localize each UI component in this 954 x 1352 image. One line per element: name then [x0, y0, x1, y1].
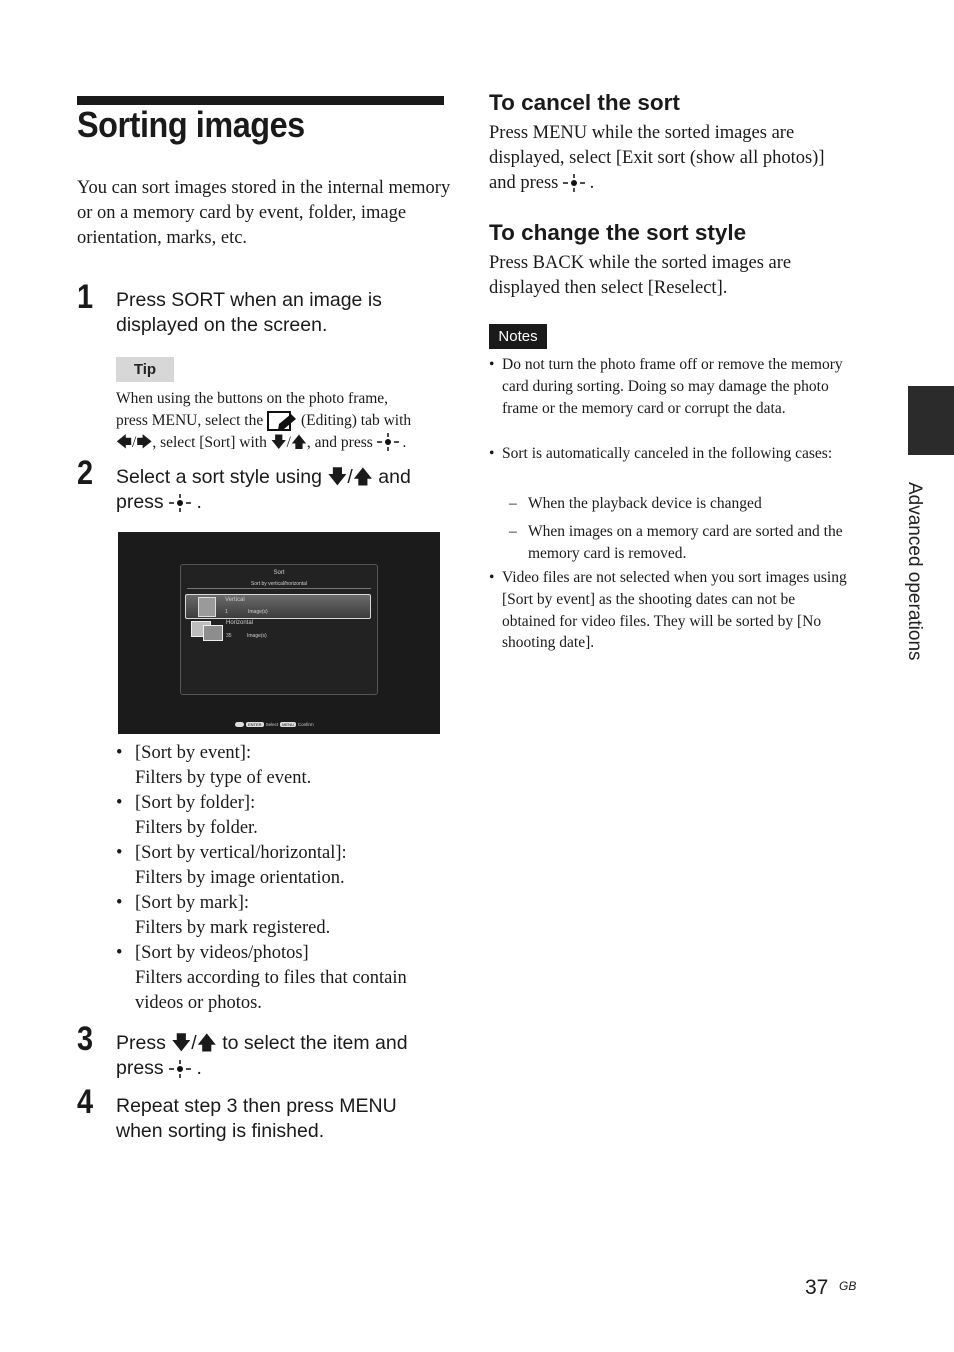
- screen-footer: [235, 720, 314, 728]
- sort-option-horizontal-label: Horizontal: [226, 620, 254, 626]
- step-2-number: 2: [77, 454, 94, 492]
- page-title: Sorting images: [77, 104, 305, 145]
- sort-option-vertical[interactable]: [185, 594, 371, 619]
- list-item: • [Sort by videos/photos] Filters according to files that contain videos or photos.: [116, 941, 456, 1016]
- sort-option-desc: Filters by image orientation.: [135, 868, 345, 888]
- list-item: • [Sort by folder]: Filters by folder.: [116, 791, 456, 841]
- cancel-sort-heading: To cancel the sort: [489, 90, 680, 115]
- sub-note-item: – When images on a memory card are sorted and the memory card is removed.: [509, 521, 854, 565]
- note-text: Do not turn the photo frame off or remove the memory card during sorting. Doing so may damage the photo frame or the memory card or corrupt the data.: [502, 356, 843, 417]
- sort-option-name: [Sort by mark]:: [135, 893, 250, 913]
- change-sort-heading: To change the sort style: [489, 220, 747, 245]
- step-2-text: Select a sort style using 🡇/🡅 and press .: [116, 466, 411, 513]
- tip-line-3b: , and press: [306, 434, 377, 452]
- step-3-text-c: press: [116, 1057, 170, 1079]
- step-3-text-a: Press: [116, 1032, 172, 1054]
- tip-line-3a: , select [Sort] with: [152, 434, 271, 452]
- vertical-thumbnail-icon: [198, 597, 216, 617]
- sort-option-vertical-label: Vertical: [225, 597, 245, 603]
- sort-option-name: [Sort by folder]:: [135, 793, 256, 813]
- section-side-label-text: Advanced operations: [904, 482, 925, 661]
- sort-dialog-title: Sort: [273, 570, 285, 576]
- cancel-sort-text-body: Press MENU while the sorted images are displayed, select [Exit sort (show all photos)] and press: [489, 123, 825, 193]
- list-item: • [Sort by vertical/horizontal]: Filters by image orientation.: [116, 841, 456, 891]
- change-sort-text: Press BACK while the sorted images are displayed then select [Reselect].: [489, 253, 792, 298]
- sort-screen-figure: [118, 532, 440, 734]
- step-3-text: Press 🡇/🡅 to select the item and press .: [116, 1032, 408, 1079]
- page-suffix: GB: [839, 1279, 857, 1293]
- sub-note-text: When images on a memory card are sorted and the memory card is removed.: [528, 523, 843, 562]
- step-2-text-b: and: [372, 466, 411, 488]
- list-item: • [Sort by event]: Filters by type of event.: [116, 741, 456, 791]
- step-1-number: 1: [77, 278, 94, 316]
- sub-note-text: When the playback device is changed: [528, 495, 762, 512]
- list-item: • [Sort by mark]: Filters by mark registered.: [116, 891, 456, 941]
- intro-text: You can sort images stored in the internal memory or on a memory card by event, folder, image orientation, marks, etc.: [77, 178, 451, 248]
- section-tab-marker: [908, 386, 954, 455]
- sort-option-vertical-count: 1: [225, 609, 228, 615]
- step-4-number: 4: [77, 1083, 94, 1121]
- footer-confirm-label: Confirm: [297, 721, 314, 727]
- down-up-arrow-icon: 🡇/🡅: [327, 466, 373, 488]
- step-3-text-b: to select the item and: [216, 1032, 408, 1054]
- editing-icon: [267, 410, 297, 432]
- sort-option-desc: Filters according to files that contain videos or photos.: [135, 968, 407, 1013]
- step-2-text-a: Select a sort style using: [116, 466, 328, 488]
- sort-option-horizontal-count: 35: [226, 633, 232, 639]
- enter-button-icon: [169, 1060, 191, 1078]
- tip-line-1: When using the buttons on the photo frame,: [116, 390, 389, 407]
- horizontal-thumbnail-stack: [203, 625, 223, 641]
- step-3-number: 3: [77, 1020, 94, 1058]
- footer-select-label: Select: [265, 721, 279, 727]
- nav-pad-icon: [235, 722, 244, 727]
- sort-dialog-panel: [180, 564, 378, 695]
- section-side-label: [903, 482, 927, 682]
- note-item: • Sort is automatically canceled in the following cases:: [489, 443, 834, 465]
- tip-line-2b: (Editing) tab with: [297, 412, 412, 429]
- enter-button-icon: [377, 433, 399, 451]
- tip-line-2a: press MENU, select the: [116, 412, 268, 429]
- down-up-arrow-icon: 🡇/🡅: [171, 1032, 217, 1054]
- sort-dialog-divider: [187, 588, 371, 589]
- tip-text: [116, 388, 451, 454]
- step-4-text: Repeat step 3 then press MENU when sorting is finished.: [116, 1095, 397, 1142]
- tip-line-3: 🡄/🡆, select [Sort] with 🡇/🡅, and press .: [116, 434, 407, 452]
- note-text: Video files are not selected when you sort images using [Sort by event] as the shooting dates can not be obtained for video files. They will be sorted by [No shooting date].: [502, 569, 847, 652]
- enter-button-icon: [563, 174, 585, 192]
- sort-option-name: [Sort by event]:: [135, 743, 252, 763]
- notes-badge: Notes: [489, 324, 547, 349]
- sort-option-desc: Filters by type of event.: [135, 768, 312, 788]
- enter-button-icon: [169, 494, 191, 512]
- note-item: • Do not turn the photo frame off or remove the memory card during sorting. Doing so may damage the photo frame or the memory card or corrupt the data.: [489, 354, 859, 419]
- tip-line-2: [116, 410, 451, 432]
- sort-option-horizontal-unit: Image(s): [247, 633, 267, 639]
- tip-badge: Tip: [116, 357, 174, 382]
- sort-options-list: [116, 741, 456, 1016]
- sort-option-name: [Sort by videos/photos]: [135, 943, 309, 963]
- note-item: • Video files are not selected when you sort images using [Sort by event] as the shooting dates can not be obtained for video files. They will be sorted by [No shooting date].: [489, 567, 849, 654]
- step-1-text: Press SORT when an image is displayed on the screen.: [116, 289, 382, 336]
- page-number: 37: [805, 1276, 829, 1299]
- sort-dialog-subtitle: Sort by vertical/horizontal: [250, 581, 308, 587]
- footer-menu-key: MENU: [282, 721, 294, 727]
- sort-option-vertical-unit: Image(s): [248, 609, 268, 615]
- sub-note-item: – When the playback device is changed: [509, 493, 859, 515]
- sort-option-horizontal[interactable]: [185, 619, 369, 642]
- footer-enter-key: ENTER: [248, 721, 262, 727]
- step-2-text-c: press: [116, 491, 170, 513]
- sort-option-desc: Filters by mark registered.: [135, 918, 331, 938]
- cancel-sort-text: Press MENU while the sorted images are displayed, select [Exit sort (show all photos)] and press .: [489, 123, 825, 193]
- down-up-arrow-icon: 🡇/🡅: [270, 434, 307, 452]
- sort-option-desc: Filters by folder.: [135, 818, 258, 838]
- note-text: Sort is automatically canceled in the following cases:: [502, 445, 833, 462]
- left-right-arrow-icon: 🡄/🡆: [116, 434, 153, 452]
- sort-option-name: [Sort by vertical/horizontal]:: [135, 843, 347, 863]
